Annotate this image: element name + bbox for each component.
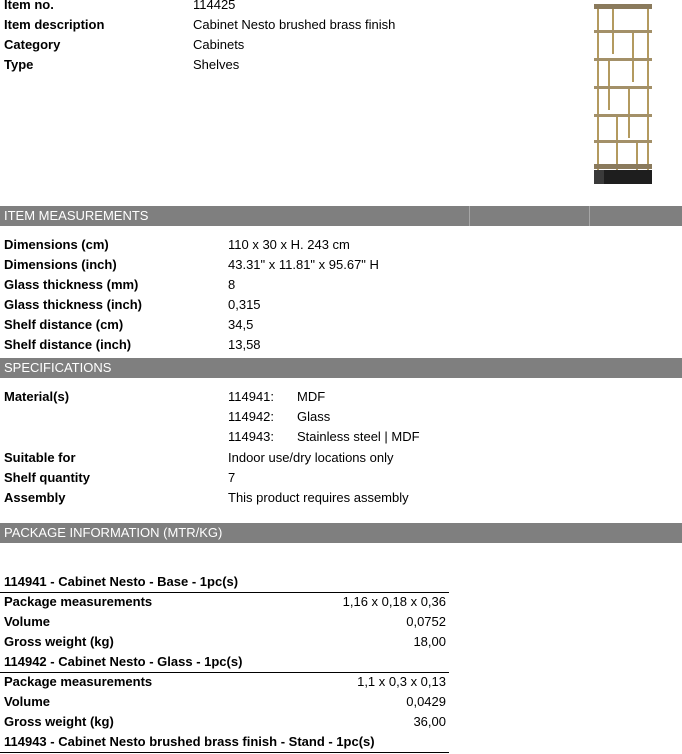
measurement-value: 0,315 (228, 297, 261, 312)
package-title: 114942 - Cabinet Nesto - Glass - 1pc(s) (4, 654, 243, 669)
type-label: Type (4, 57, 34, 72)
section-item-measurements (0, 206, 682, 226)
measurement-label: Dimensions (inch) (4, 257, 117, 272)
package-weight-label: Gross weight (kg) (4, 714, 114, 729)
item-description-value: Cabinet Nesto brushed brass finish (193, 17, 396, 32)
material-code: 114942: (228, 409, 275, 424)
package-volume-label: Volume (4, 694, 50, 709)
item-no-value: 114425 (193, 0, 236, 12)
measurement-label: Glass thickness (mm) (4, 277, 139, 292)
package-measurements-value: 1,1 x 0,3 x 0,13 (357, 674, 446, 689)
product-image (588, 0, 658, 186)
material-name: Stainless steel | MDF (297, 429, 420, 444)
band-divider (469, 206, 470, 226)
measurement-label: Shelf distance (inch) (4, 337, 132, 352)
materials-label: Material(s) (4, 389, 70, 404)
package-measurements-label: Package measurements (4, 594, 153, 609)
shelf-quantity-label: Shelf quantity (4, 470, 90, 485)
band-divider (589, 206, 590, 226)
package-volume-value: 0,0429 (406, 694, 446, 709)
item-description-label: Item description (4, 17, 105, 32)
package-volume-label: Volume (4, 614, 50, 629)
type-value: Shelves (193, 57, 240, 72)
measurement-label: Glass thickness (inch) (4, 297, 142, 312)
item-no-label: Item no. (4, 0, 54, 12)
package-weight-label: Gross weight (kg) (4, 634, 114, 649)
package-measurements-value: 1,16 x 0,18 x 0,36 (342, 594, 446, 609)
material-code: 114941: (228, 389, 275, 404)
suitable-for-label: Suitable for (4, 450, 76, 465)
shelf-quantity-value: 7 (228, 470, 236, 485)
material-name: MDF (297, 389, 326, 404)
section-package-information (0, 523, 682, 543)
package-title: 114941 - Cabinet Nesto - Base - 1pc(s) (4, 574, 239, 589)
package-measurements-label: Package measurements (4, 674, 153, 689)
section-title: SPECIFICATIONS (4, 360, 112, 375)
section-specifications (0, 358, 682, 378)
measurement-value: 110 x 30 x H. 243 cm (228, 237, 350, 252)
package-divider (0, 752, 449, 753)
material-name: Glass (297, 409, 331, 424)
category-value: Cabinets (193, 37, 245, 52)
section-title: ITEM MEASUREMENTS (4, 208, 149, 223)
package-weight-value: 18,00 (413, 634, 446, 649)
assembly-label: Assembly (4, 490, 66, 505)
material-code: 114943: (228, 429, 275, 444)
measurement-value: 34,5 (228, 317, 254, 332)
measurement-label: Shelf distance (cm) (4, 317, 124, 332)
section-title: PACKAGE INFORMATION (MTR/KG) (4, 525, 223, 540)
package-weight-value: 36,00 (413, 714, 446, 729)
assembly-value: This product requires assembly (228, 490, 409, 505)
measurement-value: 43.31" x 11.81" x 95.67" H (228, 257, 379, 272)
measurement-label: Dimensions (cm) (4, 237, 109, 252)
package-volume-value: 0,0752 (406, 614, 446, 629)
measurement-value: 13,58 (228, 337, 261, 352)
measurement-value: 8 (228, 277, 236, 292)
category-label: Category (4, 37, 61, 52)
package-title: 114943 - Cabinet Nesto brushed brass finish - Stand - 1pc(s) (4, 734, 375, 749)
suitable-for-value: Indoor use/dry locations only (228, 450, 394, 465)
